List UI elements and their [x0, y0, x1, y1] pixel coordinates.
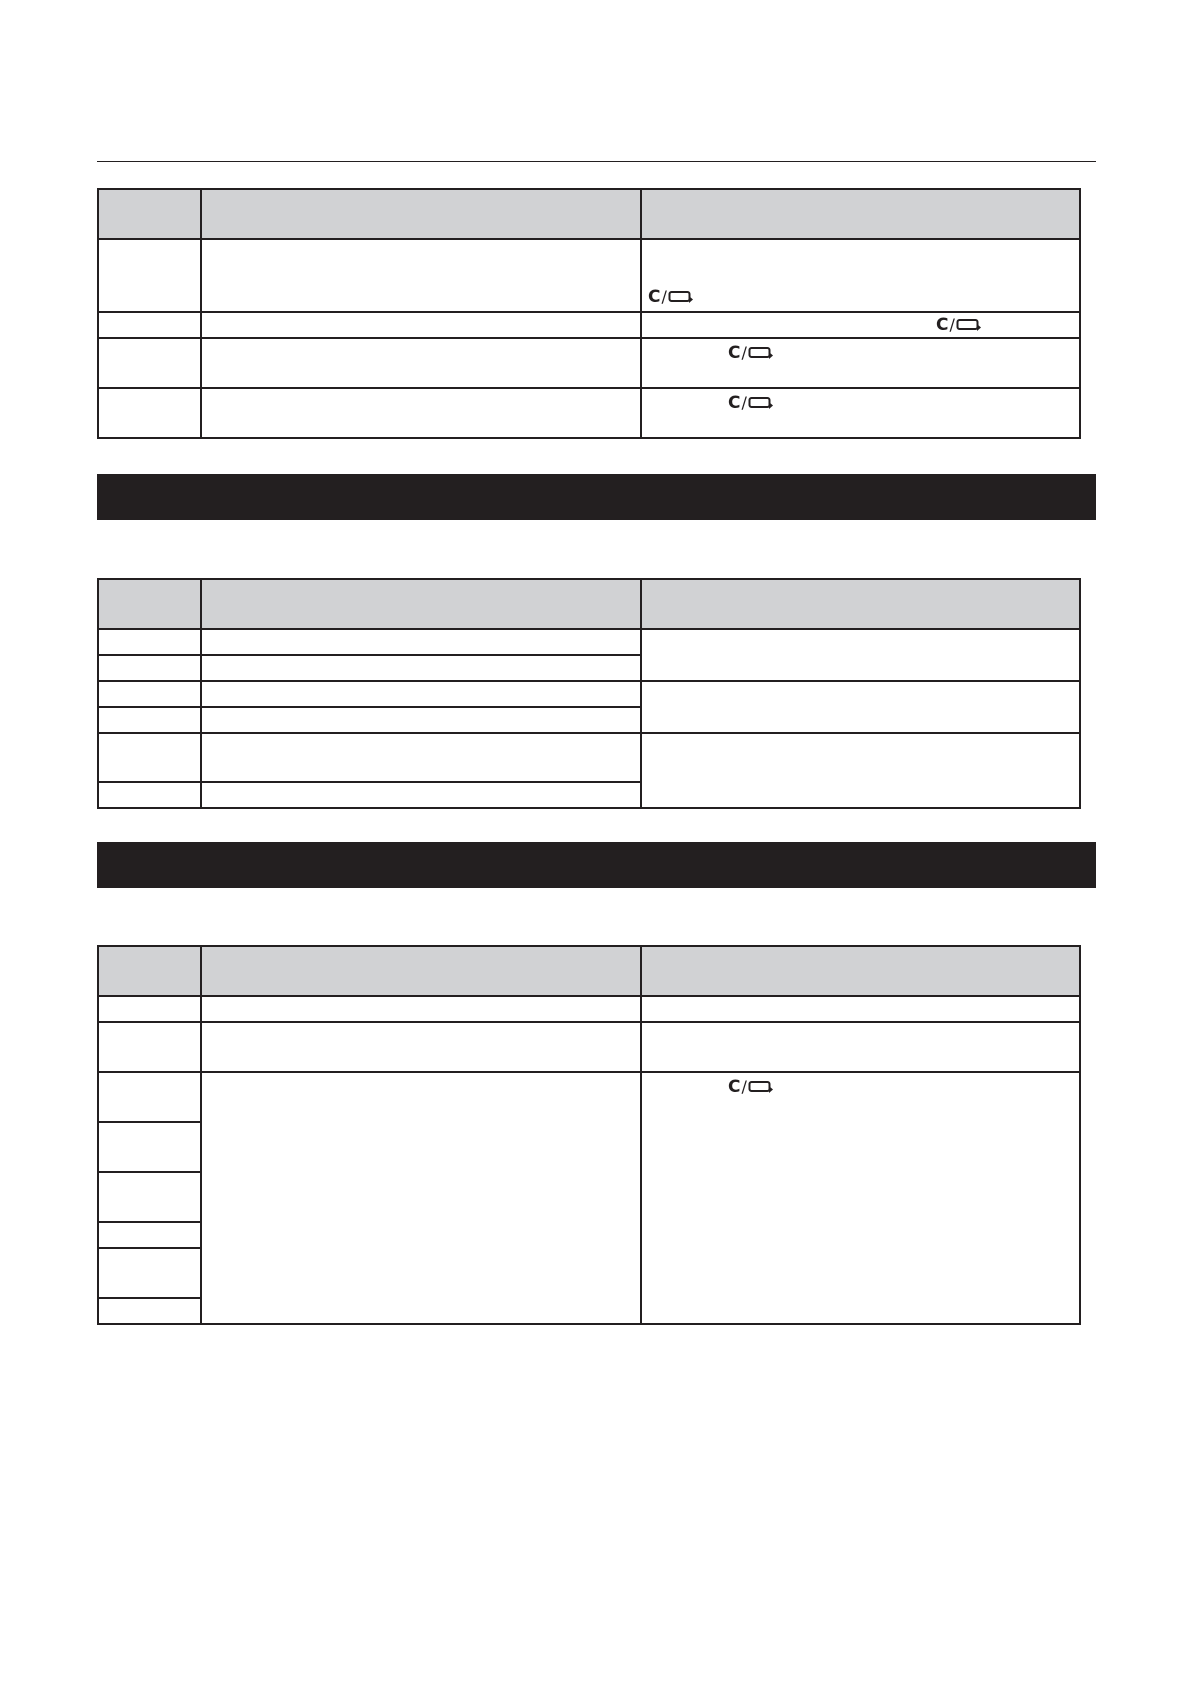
cell-cause: [201, 996, 641, 1022]
cell-remedy: [641, 996, 1080, 1022]
cell-remedy: [641, 1022, 1080, 1072]
table-row: [98, 239, 1080, 312]
clear-return-key-icon: C /: [648, 286, 694, 308]
cell-cause: [201, 655, 641, 681]
table-row: [98, 733, 1080, 782]
cell-cause: [201, 1072, 641, 1324]
cell-cause: [201, 733, 641, 782]
table-row: [98, 312, 1080, 338]
cell-cause: [201, 1022, 641, 1072]
error-table-3: [97, 945, 1081, 1325]
clear-return-key-icon: C /: [728, 342, 774, 364]
header-cell-cause: [201, 579, 641, 629]
cell-remedy: [641, 681, 1080, 733]
table-row: [98, 388, 1080, 438]
cell-code: [98, 1222, 201, 1248]
header-cell-cause: [201, 946, 641, 996]
header-cell-code: [98, 579, 201, 629]
cell-remedy: [641, 312, 1080, 338]
clear-return-key-icon: C /: [728, 392, 774, 414]
header-cell-remedy: [641, 946, 1080, 996]
cell-code: [98, 733, 201, 782]
table-row: [98, 1022, 1080, 1072]
table-row: [98, 996, 1080, 1022]
error-table-2: [97, 578, 1081, 809]
table-header-row: [98, 946, 1080, 996]
cell-cause: [201, 629, 641, 655]
section-band-2: [97, 474, 1096, 520]
table-header-row: [98, 579, 1080, 629]
cell-code: [98, 707, 201, 733]
cell-code: [98, 338, 201, 388]
cell-code: [98, 239, 201, 312]
cell-cause: [201, 681, 641, 707]
cell-cause: [201, 782, 641, 808]
header-cell-remedy: [641, 579, 1080, 629]
cell-code: [98, 1172, 201, 1222]
cell-remedy: [641, 338, 1080, 388]
cell-code: [98, 655, 201, 681]
cell-cause: [201, 239, 641, 312]
cell-cause: [201, 707, 641, 733]
cell-code: [98, 782, 201, 808]
cell-cause: [201, 388, 641, 438]
table-header-row: [98, 189, 1080, 239]
cell-code: [98, 1122, 201, 1172]
table-row: [98, 681, 1080, 707]
header-cell-code: [98, 189, 201, 239]
cell-remedy: [641, 239, 1080, 312]
cell-code: [98, 1022, 201, 1072]
cell-code: [98, 1072, 201, 1122]
cell-code: [98, 681, 201, 707]
cell-code: [98, 1248, 201, 1298]
cell-remedy: [641, 1072, 1080, 1324]
error-table-1: [97, 188, 1081, 439]
clear-return-key-icon: C /: [936, 314, 982, 336]
cell-code: [98, 996, 201, 1022]
cell-remedy: [641, 388, 1080, 438]
cell-remedy: [641, 629, 1080, 681]
table-row: [98, 338, 1080, 388]
cell-code: [98, 312, 201, 338]
cell-cause: [201, 312, 641, 338]
header-cell-remedy: [641, 189, 1080, 239]
cell-code: [98, 1298, 201, 1324]
table-row: [98, 1072, 1080, 1122]
header-cell-code: [98, 946, 201, 996]
cell-cause: [201, 338, 641, 388]
section-band-3: [97, 842, 1096, 888]
cell-code: [98, 629, 201, 655]
cell-code: [98, 388, 201, 438]
header-cell-cause: [201, 189, 641, 239]
top-rule: [97, 161, 1096, 162]
clear-return-key-icon: C /: [728, 1076, 774, 1098]
cell-remedy: [641, 733, 1080, 808]
table-row: [98, 629, 1080, 655]
